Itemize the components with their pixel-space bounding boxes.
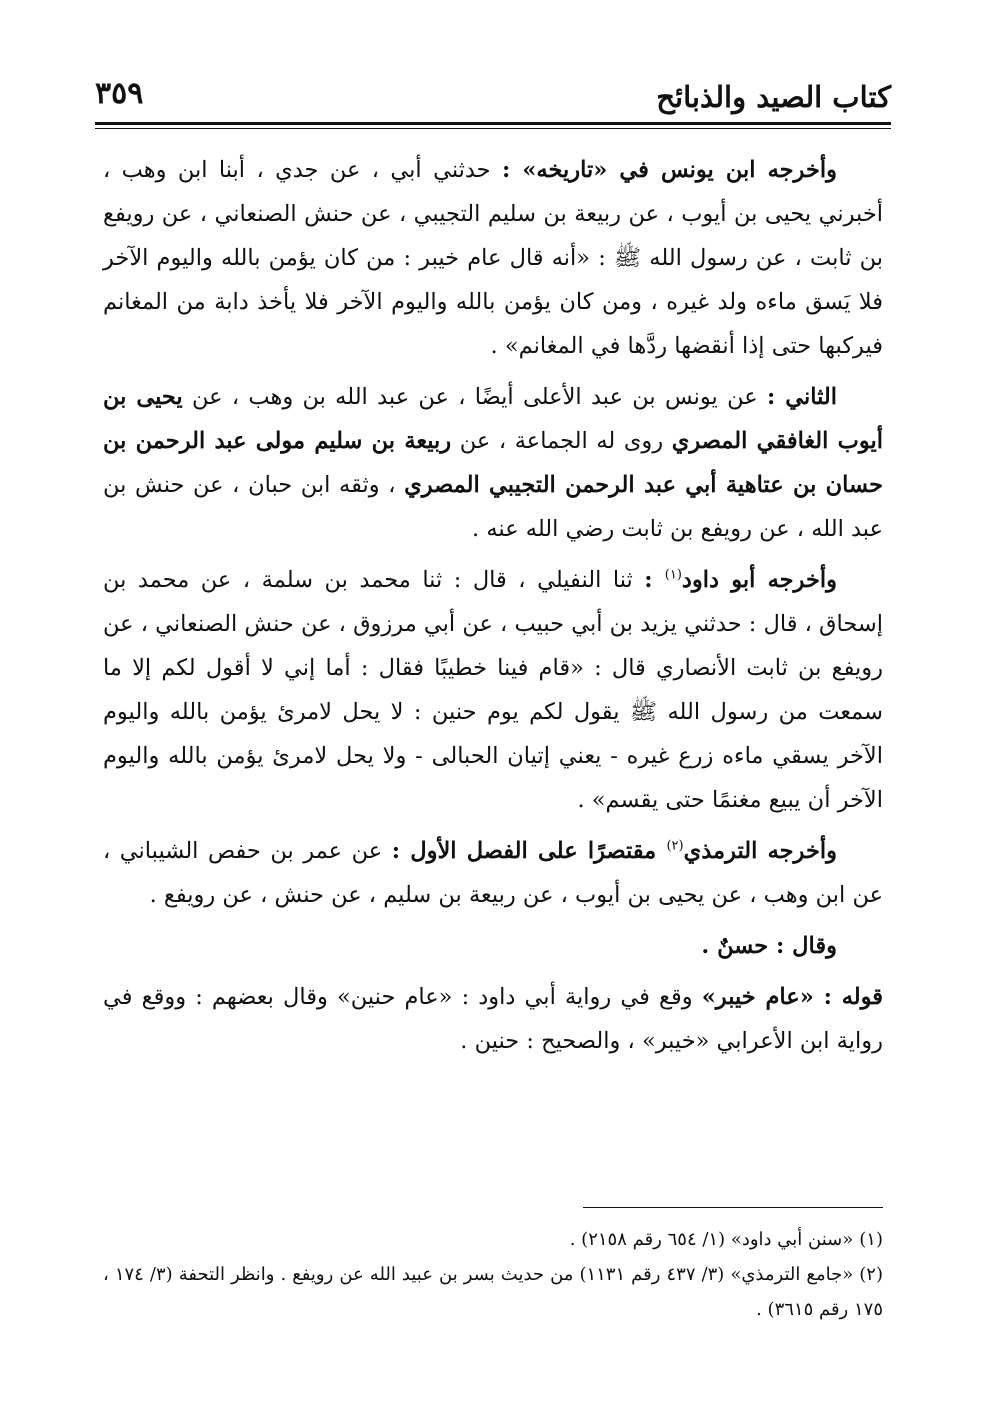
paragraph-text: حدثني أبي ، عن جدي ، أبنا ابن وهب ، أخبرني يحيى بن أيوب ، عن ربيعة بن سليم التجيبي ، عن حنش الصنعاني ، عن رويفع بن ثابت ، عن رسول الله ﷺ : «أنه قال عام خيبر : من كان يؤمن بالله واليوم الآخر فلا يَسق ماءه ولد غيره ، ومن كان يؤمن بالله واليوم الآخر فلا يأخذ دابة من المغانم فيركبها حتى إذا أنقضها ردَّها في المغانم» . [103,157,883,359]
paragraph-lead: وأخرجه أبو داود [681,567,837,593]
paragraph-text: عن عمر بن حفص الشيباني ، عن ابن وهب ، عن يحيى بن أيوب ، عن ربيعة بن سليم ، عن حنش ، عن رويفع . [103,838,883,908]
footnote-separator [583,1207,883,1208]
paragraph-text: وقع في رواية أبي داود : «عام حنين» وقال بعضهم : ووقع في رواية ابن الأعرابي «خيبر» ، والصحيح : حنين . [103,984,883,1054]
paragraph-text: روى له الجماعة ، عن [451,428,672,454]
footnote-2 [103,1257,883,1327]
narrator-name: ربيعة بن سليم مولى عبد الرحمن بن حسان بن عتاهية أبي عبد الرحمن التجيبي المصري [103,428,883,498]
paragraph-text: ، وثقه ابن حبان ، عن حنش بن عبد الله ، عن رويفع بن ثابت رضي الله عنه . [103,472,883,542]
paragraph-lead-colon: : [644,567,665,593]
paragraph-tirmidhi [103,829,883,917]
page-header [95,72,891,122]
paragraph-amm-khaybar [103,975,883,1063]
paragraph-ibn-yunus [103,148,883,368]
main-text [103,148,883,1070]
paragraph-text: ثنا النفيلي ، قال : ثنا محمد بن سلمة ، عن محمد بن إسحاق ، قال : حدثني يزيد بن أبي حبيب ، عن أبي مرزوق ، عن حنش الصنعاني ، عن رويفع بن ثابت الأنصاري قال : «قام فينا خطيبًا فقال : أما إني لا أقول لكم إلا ما سمعت من رسول الله ﷺ يقول لكم يوم حنين : لا يحل لامرئ يؤمن بالله واليوم الآخر يسقي ماءه زرع غيره - يعني إتيان الحبالى - ولا يحل لامرئ يؤمن بالله واليوم الآخر أن يبيع مغنمًا حتى يقسم» . [103,567,883,813]
paragraph-lead: وقال : حسنٌ . [701,933,837,959]
chapter-title: كتاب الصيد والذبائح [656,80,891,114]
footnote-number: (٢) [859,1264,883,1285]
paragraph-lead: وأخرجه الترمذي [683,838,838,864]
paragraph-text: عن يونس بن عبد الأعلى أيضًا ، عن عبد الله بن وهب ، عن [182,384,767,410]
paragraph-lead: الثاني : [766,384,837,410]
footnote-number: (١) [859,1229,883,1250]
page-number: ٣٥٩ [95,76,144,111]
header-rule [95,122,891,125]
paragraph-lead-2: مقتصرًا على الفصل الأول : [391,838,667,864]
paragraph-lead: قوله : «عام خيبر» [701,984,883,1010]
footnote-marker[interactable]: (١) [664,567,682,583]
paragraph-second-chain [103,375,883,551]
paragraph-lead: وأخرجه ابن يونس في «تاريخه» : [501,157,837,183]
header-rule-thin [95,128,891,129]
paragraph-hasan [103,924,883,968]
footnote-1 [103,1222,883,1257]
footnote-text: «سنن أبي داود» (١/ ٦٥٤ رقم ٢١٥٨) . [569,1229,854,1250]
footnote-text: «جامع الترمذي» (٣/ ٤٣٧ رقم ١١٣١) من حديث بسر بن عبيد الله عن رويفع . وانظر التحفة (٣/ ١٧٤ ، ١٧٥ رقم ٣٦١٥) . [103,1264,883,1320]
footnotes [103,1222,883,1327]
footnote-marker[interactable]: (٢) [666,838,684,854]
paragraph-abu-dawud [103,558,883,822]
narrator-name: يحيى بن أيوب الغافقي المصري [103,384,883,454]
